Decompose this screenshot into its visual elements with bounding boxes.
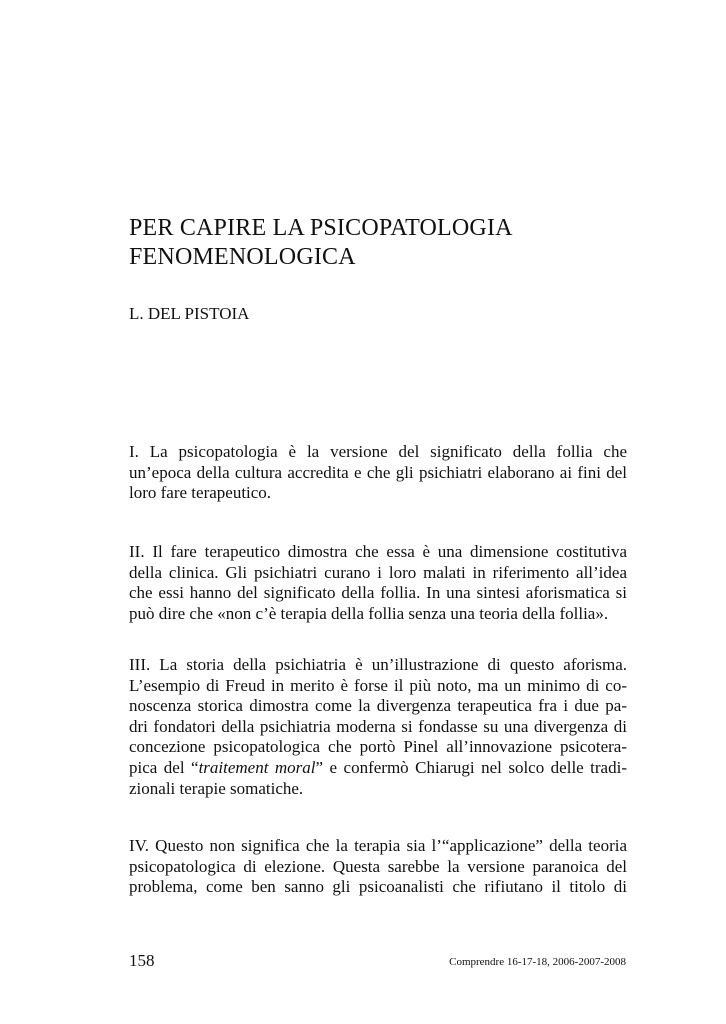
paragraph-line: loro fare terapeutico. <box>129 483 272 503</box>
italic-phrase: traitement moral <box>198 757 316 777</box>
paragraph-line: IV. Questo non significa che la terapia sia l’“applicazione” della teoria <box>129 836 627 855</box>
title-line-1: PER CAPIRE LA PSICOPATOLOGIA <box>129 215 513 241</box>
paragraph-line: che essi hanno del significato della follia. In una sintesi aforismatica si <box>129 583 627 603</box>
paragraph-4 <box>129 836 627 898</box>
article-author: L. DEL PISTOIA <box>129 304 250 323</box>
paragraph-line: noscenza storica dimostra come la divergenza terapeutica fra i due pa- <box>129 696 627 716</box>
paragraph-line: psicopatologica di elezione. Questa sarebbe la versione paranoica del <box>129 856 627 876</box>
paragraph-line: può dire che «non c’è terapia della follia senza una teoria della follia». <box>129 603 609 623</box>
paragraph-line: I. La psicopatologia è la versione del significato della follia che <box>129 442 627 461</box>
paragraph-line: dri fondatori della psichiatria moderna si fondasse su una divergenza di <box>129 716 627 736</box>
paragraph-3 <box>129 655 627 799</box>
paragraph-line-with-italic <box>129 758 627 779</box>
paragraph-line: III. La storia della psichiatria è un’illustrazione di questo aforisma. <box>129 655 627 674</box>
paragraph-line: zionali terapie somatiche. <box>129 778 304 798</box>
text-fragment: pica del “ <box>129 757 199 777</box>
paragraph-line: problema, come ben sanno gli psicoanalisti che rifiutano il titolo di <box>129 877 627 897</box>
page-number: 158 <box>129 951 155 970</box>
paragraph-line: della clinica. Gli psichiatri curano i loro malati in riferimento all’idea <box>129 562 627 582</box>
article-title <box>129 214 609 272</box>
paragraph-1 <box>129 442 627 504</box>
text-fragment: ” e confermò Chiarugi nel solco delle tradi- <box>315 757 627 777</box>
paragraph-line: II. Il fare terapeutico dimostra che essa è una dimensione costitutiva <box>129 542 627 561</box>
paragraph-line: concezione psicopatologica che portò Pinel all’innovazione psicotera- <box>129 737 627 757</box>
paragraph-line: un’epoca della cultura accredita e che gli psichiatri elaborano ai fini del <box>129 462 627 482</box>
title-line-2: FENOMENOLOGICA <box>129 244 356 270</box>
paragraph-line: L’esempio di Freud in merito è forse il più noto, ma un minimo di co- <box>129 675 627 695</box>
journal-reference: Comprendre 16-17-18, 2006-2007-2008 <box>449 956 626 968</box>
paragraph-2 <box>129 542 627 624</box>
